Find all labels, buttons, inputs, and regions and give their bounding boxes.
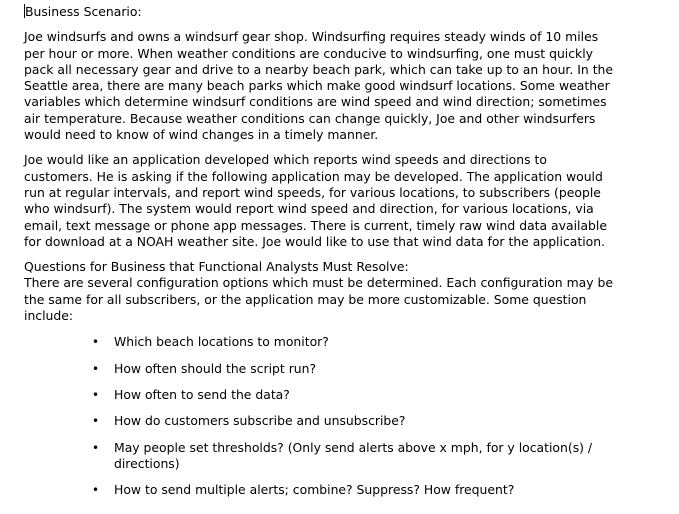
bullet-icon: • (92, 361, 100, 376)
list-item (24, 440, 614, 473)
question-text: How do customers subscribe and unsubscribe? (114, 413, 406, 429)
question-text: May people set thresholds? (Only send alerts above x mph, for y location(s) / directions) (114, 439, 593, 471)
questions-heading: Questions for Business that Functional Analysts Must Resolve: (24, 259, 409, 275)
question-text: How often should the script run? (114, 360, 317, 376)
questions-section (24, 259, 614, 324)
scenario-paragraph-2: Joe would like an application developed which reports wind speeds and directions to customers. He is asking if the following application may be developed. The application would run at regular intervals, and report wind speeds, for various locations, to subscribers (people who windsurf). The system would report wind speed and direction, for various locations, via email, text message or phone app messages. There is current, timely raw wind data available for download at a NOAH weather site. Joe would like to use that wind data for the application. (24, 152, 607, 249)
list-item (24, 334, 614, 350)
question-text: How to send multiple alerts; combine? Suppress? How frequent? (114, 482, 515, 498)
bullet-icon: • (92, 440, 100, 455)
question-text: Which beach locations to monitor? (114, 334, 329, 350)
scenario-paragraph-1: Joe windsurfs and owns a windsurf gear shop. Windsurfing requires steady winds of 10 miles per hour or more. When weather conditions are conducive to windsurfing, one must quickly pack all necessary gear and drive to a nearby beach park, which can take up to an hour. In the Seattle area, there are many beach parks which make good windsurf locations. Some weather variables which determine windsurf conditions are wind speed and wind direction; sometimes air temperature. Because weather conditions can change quickly, Joe and other windsurfers would need to know of wind changes in a timely manner. (24, 29, 614, 143)
questions-list (24, 334, 614, 498)
list-item (24, 387, 614, 403)
question-text: How often to send the data? (114, 386, 290, 402)
bullet-icon: • (92, 483, 100, 498)
document-body (24, 4, 614, 508)
bullet-icon: • (92, 387, 100, 402)
bullet-icon: • (92, 335, 100, 350)
list-item (24, 413, 614, 429)
list-item (24, 361, 614, 377)
list-item (24, 482, 614, 498)
questions-intro: There are several configuration options which must be determined. Each configuration may be the same for all subscribers, or the application may be more customizable. Some question include: (24, 275, 614, 324)
heading-text: Business Scenario: (25, 4, 142, 19)
bullet-icon: • (92, 414, 100, 429)
document-heading (24, 4, 614, 20)
